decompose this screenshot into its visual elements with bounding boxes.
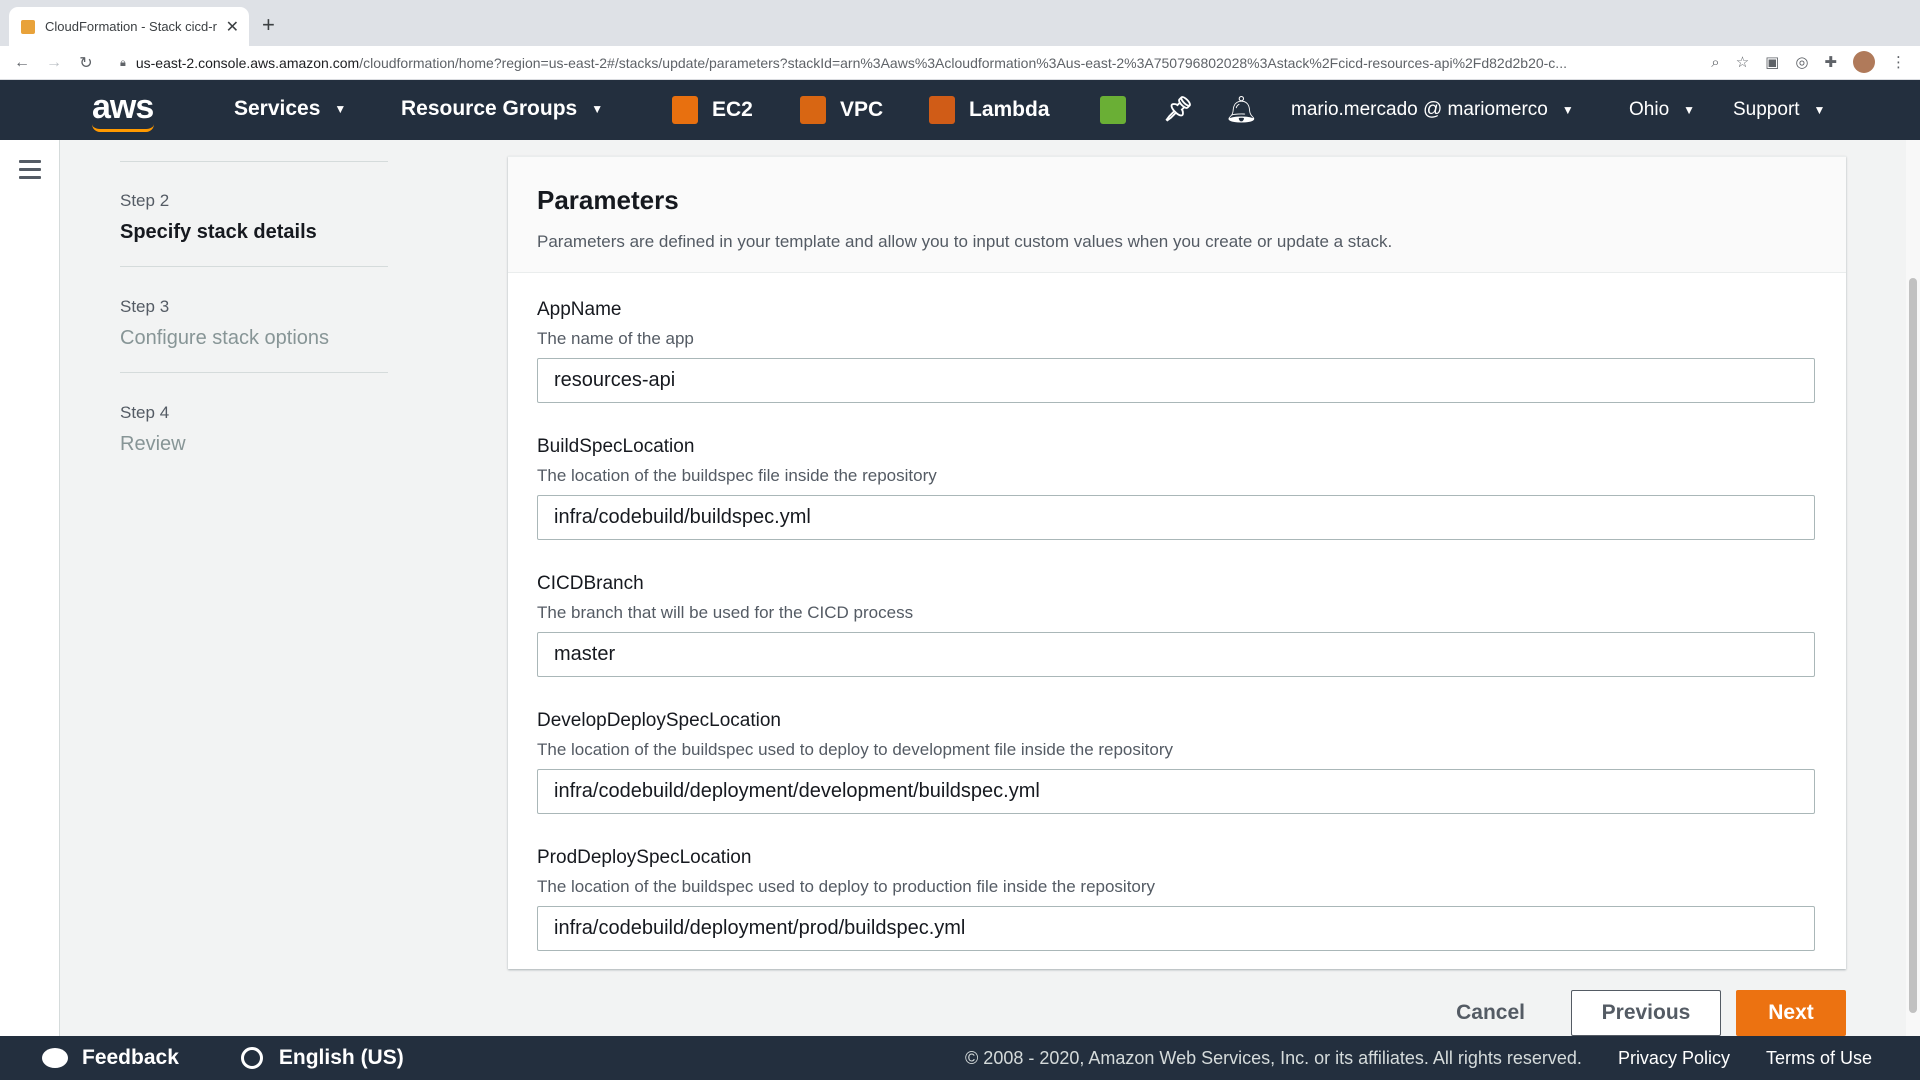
lambda-shortcut[interactable]: Lambda [929, 96, 1050, 124]
aws-smile-icon [92, 124, 154, 132]
step-number: Step 2 [120, 191, 170, 210]
account-menu[interactable]: mario.mercado @ mariomerco ▼ [1291, 99, 1574, 120]
scrollbar-thumb[interactable] [1909, 278, 1917, 1013]
panel-title: Parameters [537, 185, 679, 215]
step-name: Specify stack details [120, 221, 317, 243]
wizard-actions [1456, 990, 1846, 1036]
step-4[interactable] [120, 373, 388, 478]
ec2-shortcut[interactable]: EC2 [672, 96, 753, 124]
reload-icon[interactable]: ↻ [79, 54, 93, 72]
cloudformation-favicon-icon [21, 20, 35, 34]
console-footer [0, 1036, 1920, 1080]
step-number: Step 3 [120, 297, 170, 316]
extension-icon[interactable]: ◎ [1795, 54, 1809, 71]
forward-icon[interactable]: → [46, 53, 62, 71]
feedback-link[interactable]: Feedback [82, 1046, 179, 1069]
field-appname [537, 299, 1817, 403]
back-icon[interactable]: ← [14, 53, 30, 71]
panel-header [508, 157, 1846, 273]
browser-toolbar [0, 46, 1920, 80]
field-label: CICDBranch [537, 573, 644, 594]
step-name[interactable]: Configure stack options [120, 327, 330, 349]
url-text: us-east-2.console.aws.amazon.com/cloudformation/home?region=us-east-2#/stacks/update/parameters?stackId=arn%3Aaws%3Acloudformation%3Aus-east-2%3A750796802028%3Astack%2Fcicd-resources-api%2Fd82d2b20-c... [135, 55, 1567, 71]
lightsail-icon [1100, 96, 1126, 124]
lambda-icon [929, 96, 955, 124]
browser-menu-icon[interactable]: ⋮ [1891, 54, 1906, 71]
resource-groups-menu[interactable]: Resource Groups ▼ [401, 97, 604, 120]
field-description: The location of the buildspec file inside the repository [537, 466, 937, 485]
field-cicdbranch [537, 573, 1817, 677]
chevron-down-icon: ▼ [1683, 103, 1696, 117]
field-label: AppName [537, 299, 622, 320]
panel-description: Parameters are defined in your template and allow you to input custom values when you create or update a stack. [537, 232, 1393, 251]
step-number: Step 4 [120, 403, 170, 422]
hamburger-menu-icon[interactable] [19, 160, 41, 184]
tab-close-icon[interactable]: ✕ [225, 18, 239, 36]
step-2 [120, 162, 388, 266]
browser-tab[interactable] [9, 7, 249, 46]
address-bar[interactable] [108, 49, 1688, 77]
bookmark-star-icon[interactable]: ☆ [1735, 54, 1750, 71]
chevron-down-icon: ▼ [334, 102, 347, 116]
terms-of-use-link[interactable]: Terms of Use [1765, 1048, 1872, 1068]
field-description: The location of the buildspec used to deploy to development file inside the repository [537, 740, 1174, 759]
chevron-down-icon: ▼ [591, 102, 604, 116]
aws-navbar [0, 80, 1920, 140]
privacy-policy-link[interactable]: Privacy Policy [1617, 1048, 1730, 1068]
field-description: The name of the app [537, 329, 694, 348]
feedback-bubble-icon [42, 1048, 68, 1068]
field-label: BuildSpecLocation [537, 436, 695, 457]
cicdbranch-input[interactable] [537, 632, 1815, 677]
field-proddeployspeclocation [537, 847, 1817, 951]
services-menu[interactable]: Services ▼ [234, 97, 347, 120]
zoom-icon[interactable]: ⌕ [1711, 53, 1720, 71]
language-selector[interactable]: English (US) [278, 1046, 404, 1069]
next-button[interactable]: Next [1736, 990, 1846, 1036]
step-name[interactable]: Review [120, 433, 186, 455]
field-description: The branch that will be used for the CICD process [537, 603, 914, 622]
profile-avatar[interactable] [1853, 51, 1875, 73]
parameter-fields [508, 273, 1846, 951]
pocket-extension-icon[interactable]: ▣ [1765, 54, 1780, 71]
field-label: DevelopDeploySpecLocation [537, 710, 781, 731]
tab-title: CloudFormation - Stack cicd-r [45, 19, 217, 34]
side-navigation-rail [0, 140, 60, 1036]
vpc-shortcut[interactable]: VPC [800, 96, 883, 124]
copyright-text: © 2008 - 2020, Amazon Web Services, Inc. or its affiliates. All rights reserved. [965, 1048, 1582, 1068]
buildspeclocation-input[interactable] [537, 495, 1815, 540]
bell-icon[interactable]: 🔔︎ [1225, 94, 1259, 124]
lightsail-shortcut[interactable] [1100, 96, 1126, 124]
appname-input[interactable] [537, 358, 1815, 403]
field-description: The location of the buildspec used to deploy to production file inside the repository [537, 877, 1156, 896]
chevron-down-icon: ▼ [1813, 103, 1826, 117]
puzzle-extensions-icon[interactable]: ✚ [1824, 54, 1837, 71]
globe-icon [241, 1047, 263, 1069]
browser-tabstrip [0, 0, 1920, 46]
chevron-down-icon: ▼ [1561, 103, 1574, 117]
aws-logo[interactable]: aws [92, 88, 154, 126]
proddeployspeclocation-input[interactable] [537, 906, 1815, 951]
support-menu[interactable]: Support ▼ [1733, 99, 1826, 120]
wizard-steps [120, 140, 388, 478]
parameters-panel [508, 156, 1846, 969]
field-developdeployspeclocation [537, 710, 1817, 814]
step-3[interactable] [120, 267, 388, 372]
previous-button[interactable]: Previous [1571, 990, 1721, 1036]
vpc-icon [800, 96, 826, 124]
cancel-button[interactable]: Cancel [1456, 1001, 1525, 1024]
developdeployspeclocation-input[interactable] [537, 769, 1815, 814]
ec2-icon [672, 96, 698, 124]
pin-icon[interactable]: 📌︎ [1163, 96, 1194, 123]
field-label: ProdDeploySpecLocation [537, 847, 752, 868]
lock-icon: 🔒︎ [120, 56, 126, 69]
field-buildspeclocation [537, 436, 1817, 540]
new-tab-icon[interactable]: + [262, 12, 275, 37]
region-menu[interactable]: Ohio ▼ [1629, 99, 1696, 120]
